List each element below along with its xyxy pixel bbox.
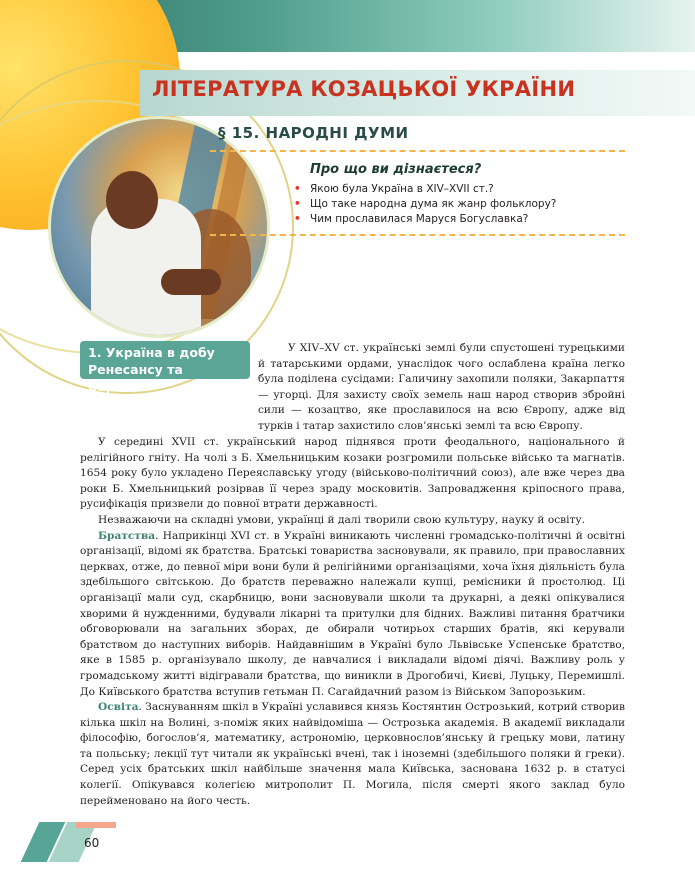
term-osvita: Освіта bbox=[98, 701, 139, 714]
page-number: 60 bbox=[84, 836, 100, 850]
section-title: § 15. НАРОДНІ ДУМИ bbox=[218, 124, 409, 142]
term-bratstva: Братства bbox=[98, 529, 156, 542]
list-item: • Чим прославилася Маруся Богуславка? bbox=[294, 212, 556, 227]
body-text bbox=[80, 435, 625, 809]
paragraph: У XIV–XV ст. українські землі були спустошені турецькими й татарськими ордами, унаслідок чого ослаблена країна легко була поділена сусідами: Галичину захопили поляки, Закарпаття — угорці. Для захисту своїх земель наш народ створив збройні сили — козацтво, яке прославилося на всю Європу, адже від турків і татар захистило слов’янські землі та всю Європу. bbox=[258, 342, 625, 432]
learn-list bbox=[294, 182, 556, 227]
paragraph: У середині XVII ст. український народ піднявся проти феодального, національного й релігійного гніту. На чолі з Б. Хмельницьким козаки розгромили польське військо та магнатів. 1654 року було укладено Переяславську угоду (військово-політичний союз), але вже через два роки Б. Хмельницький розірвав її через зраду московитів. Запровадження кріпосного права, русифікація призвели до повної втрати державності. bbox=[80, 436, 625, 511]
subheading-box: 1. Україна в добу Ренесансу та Бароко. bbox=[80, 341, 250, 379]
list-item: • Якою була Україна в XIV–XVII ст.? bbox=[294, 182, 556, 197]
paragraph: Братства. Наприкінці XVI ст. в Україні виникають численні громадсько-політичні й освітні організації, відомі як братства. Братські товариства засновували, як правило, при православних церквах, отже, до певної міри вони були й релігійними організаціями, хоча їхня діяльність була здебільшого світською. До братств переважно належали купці, ремісники й простолюд. Ці організації мали суд, скарбницю, вони засновували школи та друкарні, а деякі опікувалися хворими й нужденними, будували лікарні та притулки для бідних. Важливі питання братчики обговорювали на загальних зборах, де обирали чотирьох старших братів, які керували братством до наступних виборів. Найдавнішим в Україні було Львівське Успенське братство, яке в 1585 р. організувало школу, де навчалися і викладали відомі діячі. Важливу роль у громадському житті відігравали братства, що виникли в Дрогобичі, Києві, Луцьку, Перемишлі. До Київського братства вступив гетьман П. Сагайдачний разом із Військом Запорозьким. bbox=[80, 529, 625, 698]
footer-decoration bbox=[76, 822, 116, 828]
chapter-title: ЛІТЕРАТУРА КОЗАЦЬКОЇ УКРАЇНИ bbox=[152, 77, 576, 101]
divider bbox=[210, 234, 625, 236]
paragraph: Незважаючи на складні умови, українці й далі творили свою культуру, науку й освіту. bbox=[98, 513, 585, 526]
divider bbox=[210, 150, 625, 152]
paragraph: Освіта. Заснуванням шкіл в Україні уславився князь Костянтин Острозький, котрий створив кілька шкіл на Волині, з-поміж яких найвідоміша — Острозька академія. В академії викладали філософію, богослов’я, математику, астрономію, церковнослов’янську й грецьку мови, латину та польську; лекції тут читали як українські вчені, так і іноземні (здебільшого поляки й греки). Серед усіх братських шкіл найбільше значення мала Київська, заснована 1632 р. в статусі колегії. Опікувався колегією митрополит П. Могила, після смерті якого заклад було перейменовано на його честь. bbox=[80, 701, 625, 807]
learn-title: Про що ви дізнаєтеся? bbox=[310, 162, 482, 177]
paragraph-intro bbox=[258, 341, 625, 435]
list-item: • Що таке народна дума як жанр фольклору? bbox=[294, 197, 556, 212]
